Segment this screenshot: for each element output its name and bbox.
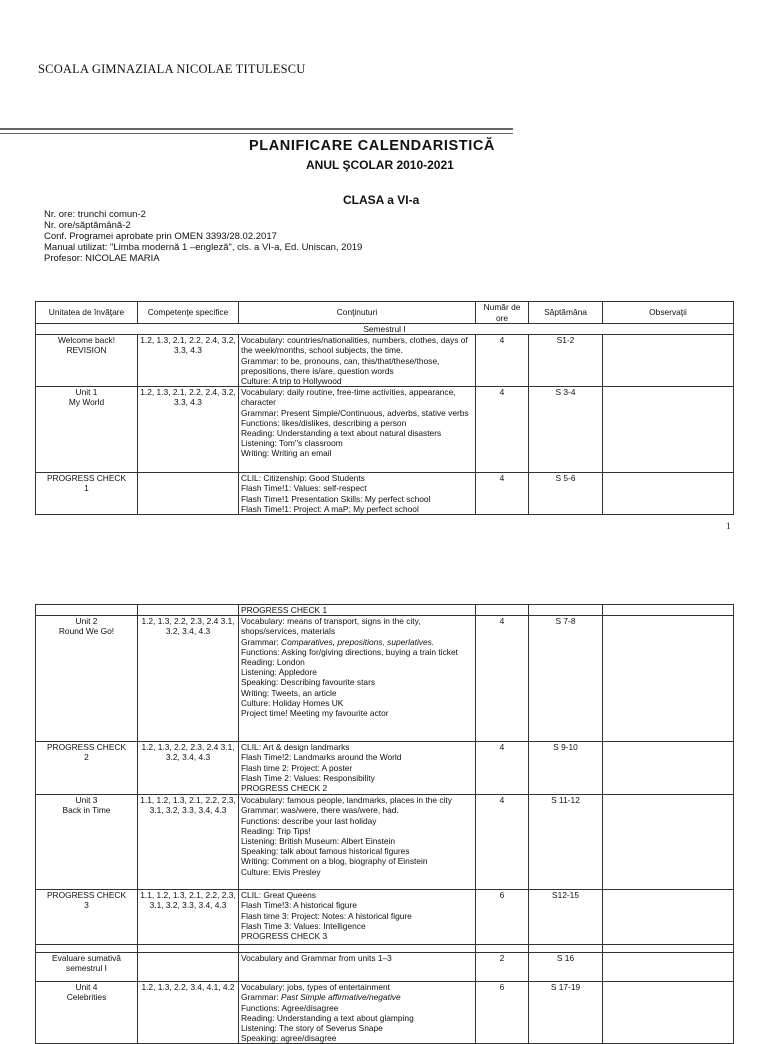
competencies-cell: 1.1, 1.2, 1.3, 2.1, 2.2, 2.3, 3.1, 3.2, 3.3, 3.4, 4.3 (138, 795, 239, 890)
content-line: Vocabulary: jobs, types of entertainment (241, 982, 390, 993)
content-line: Speaking: agree/disagree (241, 1033, 337, 1044)
week-cell: S 9-10 (529, 742, 603, 795)
hours-cell: 2 (476, 953, 529, 982)
observations-cell (603, 945, 734, 953)
unit-line: 1 (84, 483, 89, 494)
hours-cell: 4 (476, 616, 529, 742)
content-line: Listening: Tom''s classroom (241, 438, 343, 449)
unit-cell (36, 335, 138, 387)
semester-label: Semestrul I (36, 324, 734, 335)
school-year: ANUL ŞCOLAR 2010-2021 (306, 158, 454, 172)
week-cell: S 5-6 (529, 473, 603, 515)
contents-cell (239, 795, 476, 890)
class-label: CLASA a VI-a (343, 193, 420, 207)
week-cell (529, 945, 603, 953)
content-line: PROGRESS CHECK 2 (241, 783, 328, 794)
observations-cell (603, 795, 734, 890)
info-line-1: Nr. ore: trunchi comun-2 (44, 209, 146, 220)
header-competencies: Competenţe specifice (138, 302, 239, 324)
hours-cell (476, 605, 529, 616)
content-line: Culture: A trip to Hollywood (241, 376, 342, 387)
content-line: Reading: London (241, 657, 305, 668)
content-line: Grammar: Present Simple/Continuous, adverbs, stative verbs (241, 407, 469, 418)
content-line: Vocabulary: daily routine, free-time activities, appearance, character (241, 387, 456, 408)
competencies-cell (138, 473, 239, 515)
content-line: Flash Time!2: Landmarks around the World (241, 752, 402, 763)
contents-cell (239, 387, 476, 473)
content-line: Writing: Writing an email (241, 448, 332, 459)
unit-line: Unit 4 (75, 982, 98, 993)
content-line: Functions: Asking for/giving directions, buying a train ticket (241, 646, 458, 657)
hours-cell: 6 (476, 982, 529, 1044)
unit-line: PROGRESS CHECK (46, 742, 127, 753)
content-line: Grammar: to be, pronouns, can, this/that/these/those, prepositions, there is/are, question words (241, 355, 440, 376)
content-line: Reading: Trip Tips! (241, 825, 311, 836)
week-cell: S 16 (529, 953, 603, 982)
unit-line: PROGRESS CHECK (46, 473, 127, 484)
content-line: Vocabulary: means of transport, signs in the city, shops/services, materials (241, 616, 421, 637)
content-line: Flash time 3: Project: Notes: A historical figure (241, 910, 412, 921)
competencies-cell (138, 953, 239, 982)
content-line: Reading: Understanding a text about natural disasters (241, 428, 442, 439)
unit-cell (36, 473, 138, 515)
observations-cell (603, 890, 734, 945)
content-line: Speaking: talk about famous historical figures (241, 846, 410, 857)
content-line: Flash Time!3: A historical figure (241, 900, 357, 911)
competencies-cell: 1.2, 1.3, 2.1, 2.2, 2.4, 3.2, 3.3, 4.3 (138, 335, 239, 387)
header-observations: Observaţii (603, 302, 734, 324)
unit-line: Round We Go! (58, 626, 115, 637)
table-row (36, 953, 734, 982)
unit-cell (36, 945, 138, 953)
header-contents: Conţinuturi (239, 302, 476, 324)
unit-line: Evaluare sumativă (52, 953, 121, 964)
table-row (36, 795, 734, 890)
content-line: Flash Time!1: Project: A maP; My perfect school (241, 503, 419, 514)
observations-cell (603, 982, 734, 1044)
content-line: CLIL: Citizenship: Good Students (241, 473, 365, 484)
content-line: PROGRESS CHECK 1 (241, 605, 328, 615)
competencies-cell: 1.2, 1.3, 2.1, 2.2, 2.4, 3.2, 3.3, 4.3 (138, 387, 239, 473)
content-line: Speaking: Describing favourite stars (241, 677, 376, 688)
school-name: SCOALA GIMNAZIALA NICOLAE TITULESCU (38, 62, 306, 76)
competencies-cell (138, 945, 239, 953)
contents-cell (239, 473, 476, 515)
contents-cell (239, 616, 476, 742)
content-line: Listening: Appledore (241, 667, 317, 678)
unit-cell (36, 605, 138, 616)
table-row (36, 945, 734, 953)
hours-cell: 4 (476, 335, 529, 387)
competencies-cell (138, 605, 239, 616)
hours-cell (476, 945, 529, 953)
unit-line: Unit 1 (75, 387, 98, 398)
content-line: Flash Time!1: Values: self-respect (241, 483, 367, 494)
content-line: Grammar: was/were, there was/were, had. (241, 805, 399, 816)
table-row (36, 742, 734, 795)
unit-line: 3 (84, 900, 89, 911)
content-line: PROGRESS CHECK 3 (241, 931, 328, 942)
table-row (36, 473, 734, 515)
content-line: Grammar: Past Simple affirmative/negative (241, 992, 401, 1003)
content-line: Listening: The story of Severus Snape (241, 1023, 383, 1034)
page-number: 1 (726, 521, 731, 531)
unit-line: PROGRESS CHECK (46, 890, 127, 901)
hours-cell: 4 (476, 473, 529, 515)
observations-cell (603, 616, 734, 742)
content-line: Project time! Meeting my favourite actor (241, 708, 389, 719)
content-line: Flash Time!1 Presentation Skills: My perfect school (241, 493, 431, 504)
content-line: Vocabulary: countries/nationalities, numbers, clothes, days of the week/months, school subjects, the time. (241, 335, 468, 356)
week-cell: S 17-19 (529, 982, 603, 1044)
document-title: PLANIFICARE CALENDARISTICĂ (249, 138, 495, 154)
content-line: Flash time 2: Project: A poster (241, 762, 353, 773)
content-line: Grammar: Comparatives, prepositions, superlatives. (241, 636, 435, 647)
observations-cell (603, 742, 734, 795)
observations-cell (603, 605, 734, 616)
content-line: Culture: Holiday Homes UK (241, 697, 344, 708)
hours-cell: 4 (476, 387, 529, 473)
observations-cell (603, 473, 734, 515)
content-line: Writing: Tweets, an article (241, 687, 337, 698)
unit-line: semestrul I (66, 963, 107, 974)
observations-cell (603, 335, 734, 387)
week-cell: S1-2 (529, 335, 603, 387)
contents-cell (239, 890, 476, 945)
competencies-cell: 1.2, 1.3, 2.2, 3.4, 4.1, 4.2 (138, 982, 239, 1044)
unit-line: Welcome back! (57, 335, 116, 346)
unit-cell (36, 953, 138, 982)
contents-cell (239, 953, 476, 982)
hours-cell: 6 (476, 890, 529, 945)
unit-line: Celebrities (66, 992, 107, 1003)
unit-line: Unit 2 (75, 616, 98, 627)
info-line-5: Profesor: NICOLAE MARIA (44, 253, 160, 264)
week-cell: S 7-8 (529, 616, 603, 742)
info-line-2: Nr. ore/săptămână-2 (44, 220, 131, 231)
competencies-cell: 1.2, 1.3, 2.2, 2.3, 2.4 3.1, 3.2, 3.4, 4.3 (138, 616, 239, 742)
observations-cell (603, 953, 734, 982)
header-unit: Unitatea de învăţare (36, 302, 138, 324)
content-line: Listening: British Museum: Albert Einstein (241, 836, 396, 847)
hours-cell: 4 (476, 795, 529, 890)
info-line-4: Manual utilizat: "Limba modernă 1 –engleză", cls. a VI-a, Ed. Uniscan, 2019 (44, 242, 363, 253)
contents-cell (239, 982, 476, 1044)
content-line: Reading: Understanding a text about glamping (241, 1012, 414, 1023)
table-row (36, 387, 734, 473)
header-hours: Număr de ore (476, 302, 529, 324)
content-line: Flash Time 3: Values: Intelligence (241, 920, 366, 931)
unit-line: My World (68, 397, 105, 408)
table-header-row (36, 302, 734, 324)
week-cell (529, 605, 603, 616)
table-row (36, 982, 734, 1044)
contents-cell (239, 742, 476, 795)
content-line: Flash Time 2: Values: Responsibility (241, 772, 375, 783)
unit-cell (36, 742, 138, 795)
unit-cell (36, 795, 138, 890)
competencies-cell: 1.1, 1.2, 1.3, 2.1, 2.2, 2.3, 3.1, 3.2, 3.3, 3.4, 4.3 (138, 890, 239, 945)
semester-row (36, 324, 734, 335)
week-cell: S12-15 (529, 890, 603, 945)
unit-line: Back in Time (62, 805, 111, 816)
content-line: Vocabulary and Grammar from units 1–3 (241, 953, 392, 964)
unit-line: Unit 3 (75, 795, 98, 806)
observations-cell (603, 387, 734, 473)
info-line-3: Conf. Programei aprobate prin OMEN 3393/28.02.2017 (44, 231, 277, 242)
header-rule (0, 128, 513, 134)
unit-line: REVISION (66, 345, 107, 356)
table-row (36, 335, 734, 387)
contents-cell (239, 945, 476, 953)
content-line: Writing: Comment on a blog, biography of Einstein (241, 856, 428, 867)
table-row (36, 890, 734, 945)
week-cell: S 3-4 (529, 387, 603, 473)
content-line: Functions: Agree/disagree (241, 1002, 339, 1013)
hours-cell: 4 (476, 742, 529, 795)
content-line: CLIL: Art & design landmarks (241, 742, 350, 753)
contents-cell (239, 335, 476, 387)
table-row (36, 616, 734, 742)
content-line: CLIL: Great Queens (241, 890, 316, 901)
content-line: Functions: describe your last holiday (241, 815, 377, 826)
header-week: Săptămâna (529, 302, 603, 324)
unit-cell (36, 982, 138, 1044)
content-line: Culture: Elvis Presley (241, 866, 321, 877)
unit-line: 2 (84, 752, 89, 763)
unit-cell (36, 387, 138, 473)
week-cell: S 11-12 (529, 795, 603, 890)
content-line: Functions: likes/dislikes, describing a person (241, 417, 407, 428)
unit-cell (36, 616, 138, 742)
plan-table-page-2 (35, 604, 734, 1044)
unit-cell (36, 890, 138, 945)
table-row (36, 605, 734, 616)
content-line: Vocabulary: famous people, landmarks, places in the city (241, 795, 452, 806)
plan-table-page-1 (35, 301, 734, 515)
competencies-cell: 1.2, 1.3, 2.2, 2.3, 2.4 3.1, 3.2, 3.4, 4.3 (138, 742, 239, 795)
contents-cell (239, 605, 476, 616)
